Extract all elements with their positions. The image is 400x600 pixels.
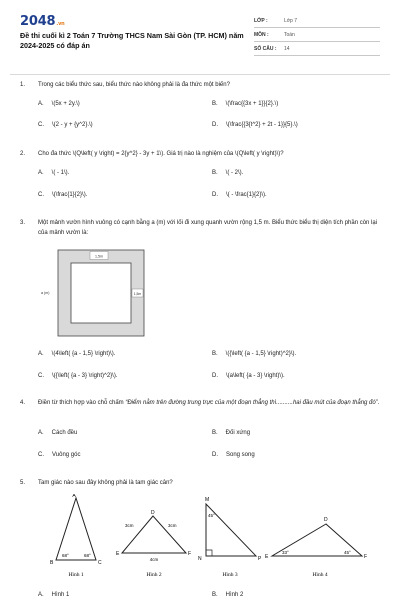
option-letter: B. [212,592,218,598]
triangle-figure-2 [116,510,191,578]
triangles-figure [50,494,370,580]
option-letter: A. [38,592,44,598]
figure-caption: Hình 3 [222,572,238,578]
option-text: \( - \frac{1}{2}\). [226,192,267,198]
option-letter: B. [212,101,218,107]
option-5a[interactable] [38,592,69,598]
option-1b[interactable] [212,101,278,107]
option-letter: D. [212,373,218,379]
vertex-d: D [151,510,155,516]
question-2 [20,150,380,160]
option-text: Vuông góc [52,452,81,458]
option-text: \({\left( {a - 1,5} \right)^2}\). [225,351,297,357]
garden-inner-square [71,263,131,323]
option-text: \(2 - y + {y^2}.\) [52,122,93,128]
question-stem [38,399,380,409]
option-3a[interactable] [38,351,115,357]
option-letter: B. [212,170,218,176]
meta-key: SỐ CÂU : [254,46,277,52]
side-ef-label: 4cm [149,557,159,562]
option-1a[interactable] [38,101,80,107]
option-text: \(\frac{1}{2}\). [52,192,88,198]
question-3 [20,219,380,238]
option-2d[interactable] [212,192,267,198]
vertex-b: B [50,560,54,566]
meta-key: MÔN : [254,32,269,38]
vertex-a: A [72,494,76,499]
stem-italic: “Điểm nằm trên đường trung trực của một đoạn thẳng thì..........hai đầu mút của đoạn thẳng đó”. [125,400,380,406]
option-letter: D. [212,122,218,128]
question-stem: Một mảnh vườn hình vuông có cạnh bằng a (m) với lối đi xung quanh vườn rộng 1,5 m. Biểu thức biểu thị diện tích phần còn lại của mảnh vườn là: [38,220,378,236]
garden-figure [38,246,158,344]
option-letter: C. [38,122,44,128]
question-number: 1. [20,82,26,88]
option-letter: D. [212,452,218,458]
question-number: 2. [20,151,26,157]
option-text: Song song [226,452,255,458]
question-1 [20,81,380,91]
option-1d[interactable] [212,122,298,128]
angle-m-label: 45° [208,513,215,518]
angle-f-label: 45° [344,550,351,555]
option-text: \(4\left( {a - 1,5} \right)\). [51,351,116,357]
option-3c[interactable] [38,373,118,379]
question-number: 3. [20,220,26,226]
option-letter: C. [38,192,44,198]
option-4a[interactable] [38,430,77,436]
option-text: \( - 1\). [51,170,70,176]
option-letter: A. [38,101,44,107]
option-1c[interactable] [38,122,93,128]
question-stem: Trong các biểu thức sau, biểu thức nào không phải là đa thức một biến? [38,82,230,88]
option-2a[interactable] [38,170,69,176]
vertex-e: E [265,554,269,560]
vertex-p: P [258,556,262,562]
option-text: \(a\left( {a - 3} \right)\). [226,373,285,379]
option-3d[interactable] [212,373,285,379]
question-4 [20,399,380,409]
figure-caption: Hình 1 [68,572,84,578]
vertex-f: F [364,554,368,560]
stem-plain: Điền từ thích hợp vào chỗ chấm [38,400,126,406]
figure-caption: Hình 4 [312,572,328,578]
option-text: \( - 2\). [225,170,244,176]
option-4d[interactable] [212,452,255,458]
header-divider [10,74,390,75]
triangle-figure-1 [50,494,102,578]
option-letter: A. [38,170,44,176]
question-stem: Tam giác nào sau đây không phải là tam giác cân? [38,480,173,486]
vertex-n: N [198,556,202,562]
question-number: 4. [20,400,26,406]
meta-value: Toán [284,32,295,38]
option-4c[interactable] [38,452,80,458]
figure-caption: Hình 2 [146,572,162,578]
vertex-c: C [98,560,102,566]
triangle-figure-4 [265,517,367,578]
meta-row-class [254,14,380,28]
option-text: \({\left( {a - 3} \right)^2}\). [52,373,118,379]
top-width-label: 1,5m [95,254,103,259]
option-letter: B. [212,351,218,357]
option-letter: D. [212,192,218,198]
option-letter: C. [38,452,44,458]
option-text: Hình 1 [51,592,70,598]
triangle-figure-3 [198,497,262,578]
option-3b[interactable] [212,351,296,357]
option-letter: C. [38,373,44,379]
angle-b-label: 68° [62,553,69,558]
vertex-d: D [324,517,328,523]
option-2b[interactable] [212,170,243,176]
logo-sub-text: .vn [56,21,65,27]
meta-row-count [254,42,380,56]
option-text: \(\frac{{3{t^2} + 2t - 1}}{5}.\) [226,122,298,128]
meta-value: Lớp 7 [284,18,298,24]
meta-table [254,14,380,56]
right-width-label: 1,5m [133,292,142,296]
question-5 [20,479,380,489]
option-2c[interactable] [38,192,87,198]
vertex-m: M [205,497,210,503]
option-4b[interactable] [212,430,250,436]
triangles-diagram [50,494,370,580]
option-text: Hình 2 [225,592,244,598]
angle-c-label: 68° [84,553,91,558]
site-logo[interactable] [20,14,65,29]
option-text: \(5x + 2y.\) [51,101,80,107]
side-length-label: a (m) [41,291,50,295]
meta-key: LỚP : [254,18,268,24]
side-de-label: 3cm [125,523,134,528]
option-letter: B. [212,430,218,436]
meta-row-subject [254,28,380,42]
page-header [20,12,380,60]
meta-value: 14 [284,46,290,52]
vertex-e: E [116,551,120,557]
option-text: \(\frac{{3x + 1}}{2}.\) [225,101,279,107]
option-text: Đối xứng [225,430,251,436]
question-number: 5. [20,480,26,486]
option-letter: A. [38,351,44,357]
document-title: Đề thi cuối kì 2 Toán 7 Trường THCS Nam Sài Gòn (TP. HCM) năm 2024-2025 có đáp án [20,31,244,50]
garden-diagram [38,246,158,344]
question-stem: Cho đa thức \(Q\left( y \right) = 2{y^2} - 3y + 1\). Giá trị nào là nghiệm của \(Q\left( y \right)\)? [38,151,284,157]
option-letter: A. [38,430,44,436]
side-df-label: 3cm [168,523,177,528]
logo-main-text: 2048 [20,14,56,29]
angle-e-label: 33° [282,550,289,555]
option-text: Cách đều [51,430,78,436]
vertex-f: F [188,551,192,557]
option-5b[interactable] [212,592,243,598]
